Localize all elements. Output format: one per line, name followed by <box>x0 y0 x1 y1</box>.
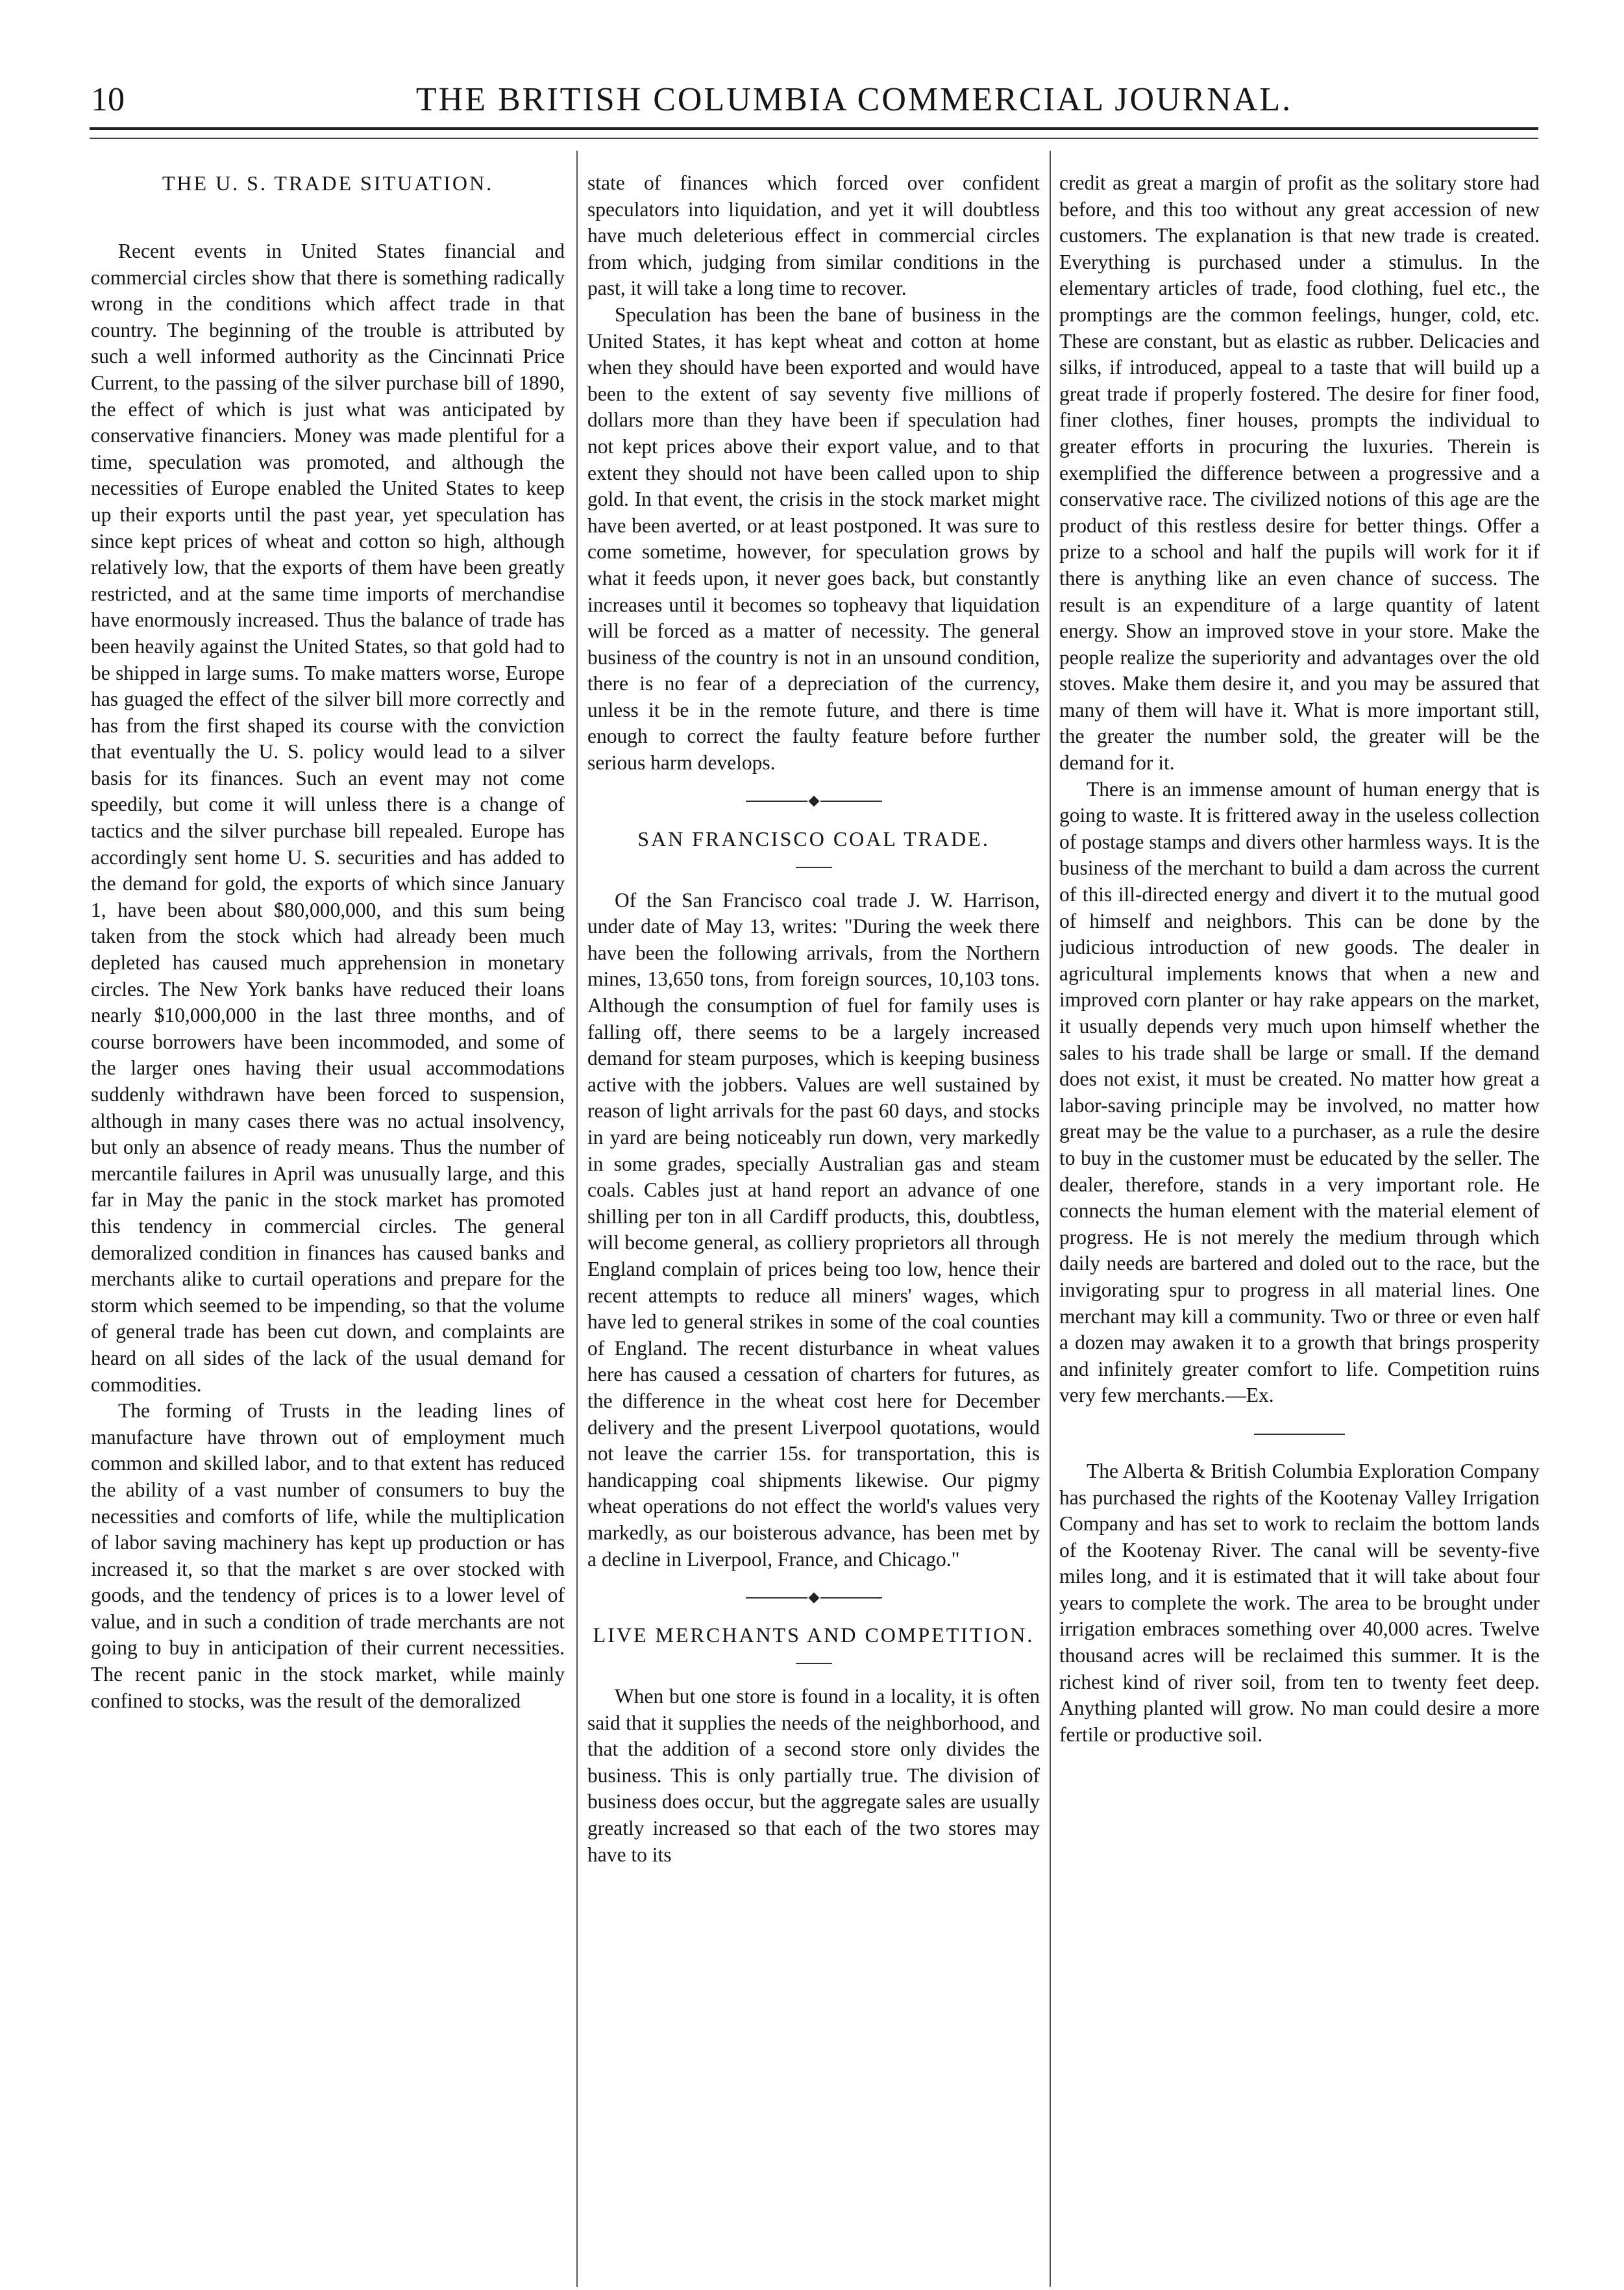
header-rule-top <box>90 127 1538 130</box>
article-paragraph: Of the San Francisco coal trade J. W. Harrison, under date of May 13, writes: "During the week there have been the following arrivals, from the Northern mines, 13,650 tons, from foreign sources, 10,103 tons. Although the consumption of fuel for family uses is falling off, there seems to be a largely increased demand for steam purposes, which is keeping business active with the jobbers. Values are well sustained by reason of light arrivals for the past 60 days, and stocks in yard are being noticeably run down, very markedly in some grades, specially Australian gas and steam coals. Cables just at hand report an advance of one shilling per ton in all Cardiff products, this, doubtless, will become general, as colliery proprietors all through England complain of prices being too low, hence their recent attempts to reduce all miners' wages, which have led to general strikes in some of the coal counties of England. The recent disturbance in wheat values here has caused a cessation of charters for futures, as the difference in the wheat cost here for December delivery and the present Liverpool quotations, would not leave the carrier 15s. for transportation, this is handicapping coal shipments likewise. Our pigmy wheat operations do not effect the world's values very markedly, as our boisterous advance, has been met by a decline in Liverpool, France, and Chicago." <box>587 888 1040 1571</box>
article-heading-live-merchants: LIVE MERCHANTS AND COMPETITION. <box>593 1623 1035 1647</box>
column-2 <box>587 170 1040 2274</box>
article-heading-us-trade: THE U. S. TRADE SITUATION. <box>162 171 494 195</box>
article-paragraph: Recent events in United States financial and commercial circles show that there is something radically wrong in the conditions which affect trade in that country. The beginning of the trouble is attributed by such a well informed authority as the Cincinnati Price Current, to the passing of the silver purchase bill of 1890, the effect of which is just what was anticipated by conservative financiers. Money was made plentiful for a time, speculation was promoted, and although the necessities of Europe enabled the United States to keep up their exports until the past year, yet speculation has since kept prices of wheat and cotton so high, although relatively low, that the exports of them have been greatly restricted, and at the same time imports of merchandise have enormously increased. Thus the balance of trade has been heavily against the United States, so that gold had to be shipped in large sums. To make matters worse, Europe has guaged the effect of the silver bill more correctly and has from the first shaped its course with the conviction that eventually the U. S. policy would lead to a silver basis for its finances. Such an event may not come speedily, but come it will unless there is a change of tactics and the silver purchase bill repealed. Europe has accordingly sent home U. S. securities and has added to the demand for gold, the exports of which since January 1, have been about $80,000,000, and this sum being taken from the stock which had already been much depleted has caused much apprehension in monetary circles. The New York banks have reduced their loans nearly $10,000,000 in the last three months, and of course borrowers have been incommoded, and some of the larger ones having their usual accommodations suddenly withdrawn have been forced to suspension, although in many cases there was no actual insolvency, but only an absence of ready means. Thus the number of mercantile failures in April was unusually large, and this far in May the panic in the stock market has promoted this tendency in commercial circles. The general demoralized condition in finances has caused banks and merchants alike to curtail operations and prepare for the storm which seemed to be impending, so that the volume of general trade has been cut down, and complaints are heard on all sides of the lack of the usual demand for commodities. <box>91 240 565 1396</box>
article-heading-coal-trade: SAN FRANCISCO COAL TRADE. <box>637 827 990 851</box>
column-divider-1 <box>576 151 578 2287</box>
article-paragraph: Speculation has been the bane of business in the United States, it has kept wheat and cotton at home when they should have been exported and would have been to the extent of say seventy five millions of dollars more than they have been if speculation had not kept prices above their export value, and to that extent they should not have been called upon to ship gold. In that event, the crisis in the stock market might have been averted, or at least postponed. It was sure to come sometime, however, for speculation grows by what it feeds upon, it never goes back, but constantly increases until it becomes so topheavy that liquidation will be forced as a matter of necessity. The general business of the country is not in an unsound condition, there is no fear of a depreciation of the currency, unless it be in the remote future, and there is time enough to correct the faulty feature before further serious harm develops. <box>587 303 1040 775</box>
page-number: 10 <box>91 81 125 118</box>
section-ornament <box>587 1589 1040 1602</box>
header-rule-bottom <box>90 138 1538 139</box>
article-paragraph: When but one store is found in a locality, it is often said that it supplies the needs of the neighborhood, and that the addition of a second store only divides the business. This is only partially true. The division of business does occur, but the aggregate sales are usually greatly increased so that each of the two stores may have to its <box>587 1685 1040 1866</box>
article-paragraph: The forming of Trusts in the leading lines of manufacture have thrown out of employment much common and skilled labor, and to that extent has reduced the ability of a vast number of consumers to buy the necessities and comforts of life, while the multiplication of labor saving machinery has kept up production or has increased it, so that the market s are over stocked with goods, and the tendency of prices is to a lower level of value, and in such a condition of trade merchants are not going to buy in anticipation of their current necessities. The recent panic in the stock market, while mainly confined to stocks, was the result of the demoralized <box>91 1399 565 1712</box>
section-ornament <box>587 793 1040 806</box>
column-divider-2 <box>1050 151 1051 2287</box>
heading-rule <box>796 867 832 868</box>
article-paragraph-continued: state of finances which forced over confident speculators into liquidation, and yet it will doubtless have much deleterious effect in commercial circles from which, judging from similar conditions in the past, it will take a long time to recover. <box>587 171 1040 300</box>
article-paragraph: The Alberta & British Columbia Exploration Company has purchased the rights of the Kootenay Valley Irrigation Company and has set to work to reclaim the bottom lands of the Kootenay River. The canal will be seventy-five miles long, and it is estimated that it will take about four years to complete the work. The area to be brought under irrigation embraces something over 40,000 acres. Twelve thousand acres will be reclaimed this summer. It is the richest kind of river soil, from ten to twenty feet deep. Anything planted will grow. No man could desire a more fertile or productive soil. <box>1059 1459 1540 1746</box>
journal-title: THE BRITISH COLUMBIA COMMERCIAL JOURNAL. <box>415 81 1293 118</box>
article-paragraph-continued: credit as great a margin of profit as the solitary store had before, and this too without any great accession of new customers. The explanation is that new trade is created. Everything is purchased under a stimulus. In the elementary articles of trade, food clothing, fuel etc., the promptings are the common feelings, hunger, cold, etc. These are constant, but as elastic as rubber. Delicacies and silks, if introduced, appeal to a taste that will build up a great trade if properly fostered. The desire for finer food, finer clothes, finer houses, prompts the individual to greater efforts in procuring the luxuries. Therein is exemplified the difference between a progressive and a conservative race. The civilized notions of this age are the product of this restless desire for better things. Offer a prize to a school and half the pupils will work for it if there is anything like an even chance of success. The result is an expenditure of a large quantity of latent energy. Show an improved stove in your store. Make the people realize the superiority and advantages over the old stoves. Make them desire it, and you may be assured that many of them will have it. What is more important still, the greater the number sold, the greater will be the demand for it. <box>1059 171 1540 775</box>
spacer <box>91 211 565 238</box>
column-3 <box>1059 170 1540 2274</box>
column-1 <box>91 170 565 2274</box>
article-paragraph: There is an immense amount of human energy that is going to waste. It is frittered away in the useless collection of postage stamps and divers other harmless ways. It is the business of the merchant to build a dam across the current of this ill-directed energy and divert it to the mutual good of himself and neighbors. This can be done by the judicious introduction of new goods. The dealer in agricultural implements knows that when a new and improved corn planter or hay rake appears on the market, it usually depends very much upon himself whether the sales to his trade shall be large or small. If the demand does not exist, it must be created. No matter how great a labor-saving principle may be involved, no matter how great may be the value to a purchaser, as a rule the desire to buy in the customer must be educated by the seller. The dealer, therefore, stands in a very important role. He connects the human element with the material element of progress. He is not merely the medium through which daily needs are bartered and doled out to the race, but the invigorating spur to progress in all material lines. One merchant may kill a community. Two or three or even half a dozen may awaken it to a growth that brings prosperity and infinitely greater comfort to life. Competition ruins very few merchants.—Ex. <box>1059 777 1540 1407</box>
heading-rule <box>796 1663 832 1664</box>
section-ornament <box>1059 1426 1540 1439</box>
